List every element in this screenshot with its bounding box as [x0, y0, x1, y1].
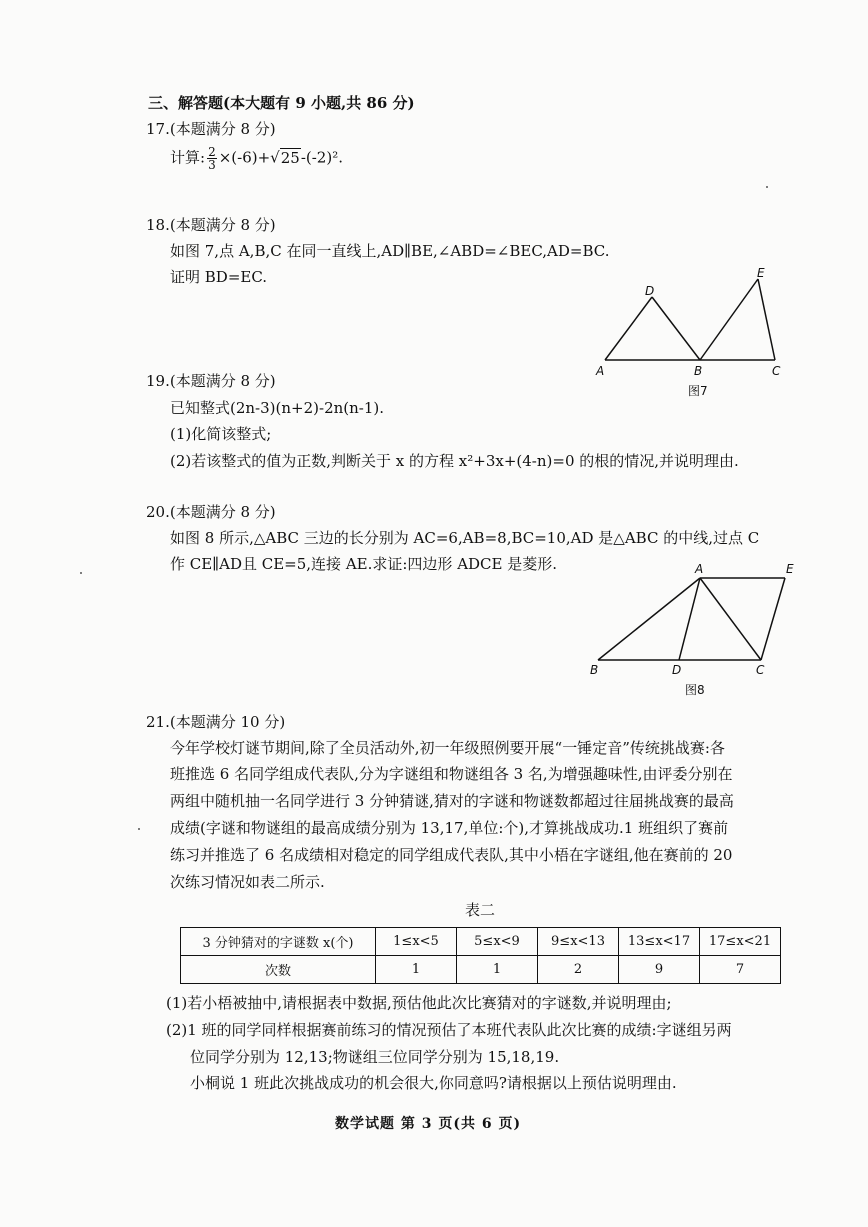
q21-paragraph-line: 两组中随机抽一名同学进行 3 分钟猜谜,猜对的字谜和物谜数都超过往届挑战赛的最高 [170, 792, 734, 810]
q19-header: 19.(本题满分 8 分) [146, 372, 276, 390]
q17-prefix: 计算: [170, 148, 206, 167]
q18-header: 18.(本题满分 8 分) [146, 216, 276, 234]
table-cell: 9 [619, 956, 700, 984]
q21-part2-line3: 小桐说 1 班此次挑战成功的机会很大,你同意吗?请根据以上预估说明理由. [190, 1074, 677, 1092]
q19-line1: 已知整式(2n-3)(n+2)-2n(n-1). [170, 399, 385, 417]
fig8-label-E: E [786, 562, 794, 576]
table-cell: 2 [538, 956, 619, 984]
q17-frac-denominator: 3 [208, 158, 216, 172]
scan-speck [138, 828, 140, 830]
fig8-segment-AB [598, 578, 700, 660]
fig8-segment-EC [761, 578, 785, 660]
q21-paragraph-line: 班推选 6 名同学组成代表队,分为字谜组和物谜组各 3 名,为增强趣味性,由评委分别在 [170, 765, 733, 783]
q17-expression [170, 146, 343, 171]
q21-paragraph-line: 练习并推选了 6 名成绩相对稳定的同学组成代表队,其中小梧在字谜组,他在赛前的 20 [170, 846, 733, 864]
table-cell: 次数 [181, 956, 376, 984]
q21-part1: (1)若小梧被抽中,请根据表中数据,预估他此次比赛猜对的字谜数,并说明理由; [166, 994, 672, 1012]
q21-header: 21.(本题满分 10 分) [146, 713, 286, 731]
page-footer: 数学试题 第 3 页(共 6 页) [335, 1116, 522, 1132]
scan-speck [766, 186, 768, 188]
q21-part2-line1: (2)1 班的同学同样根据赛前练习的情况预估了本班代表队此次比赛的成绩:字谜组另两 [166, 1021, 732, 1039]
section-heading: 三、解答题(本大题有 9 小题,共 86 分) [148, 94, 415, 112]
table-title: 表二 [465, 901, 496, 919]
fig7-segment-BE [700, 279, 758, 360]
table-cell: 9≤x<13 [538, 928, 619, 956]
table-cell: 7 [700, 956, 781, 984]
q21-paragraph-line: 次练习情况如表二所示. [170, 873, 325, 891]
fig7-segment-DB [652, 297, 700, 360]
q17-header: 17.(本题满分 8 分) [146, 120, 276, 138]
table-cell: 13≤x<17 [619, 928, 700, 956]
fig7-label-A: A [596, 364, 605, 378]
table-data-row [181, 956, 781, 984]
fig7-label-E: E [757, 266, 765, 280]
fig8-segment-AC [700, 578, 761, 660]
fig8-label-B: B [590, 663, 599, 677]
table-cell: 5≤x<9 [457, 928, 538, 956]
fig7-label-D: D [645, 284, 655, 298]
figure-8 [585, 558, 800, 700]
fig7-label-C: C [772, 364, 781, 378]
q20-header: 20.(本题满分 8 分) [146, 503, 276, 521]
q17-frac-numerator: 2 [208, 145, 216, 159]
q17-after-fraction: ×(-6)+√ [218, 148, 280, 167]
q20-line1: 如图 8 所示,△ABC 三边的长分别为 AC=6,AB=8,BC=10,AD 是△ABC 的中线,过点 C [170, 529, 760, 547]
table-cell: 1 [457, 956, 538, 984]
fig7-caption: 图7 [688, 384, 708, 398]
q21-part2-line2: 位同学分别为 12,13;物谜组三位同学分别为 15,18,19. [190, 1048, 560, 1066]
figure-7 [590, 262, 800, 402]
fig8-segment-AD [679, 578, 700, 660]
q19-part2: (2)若该整式的值为正数,判断关于 x 的方程 x²+3x+(4-n)=0 的根的情况,并说明理由. [170, 452, 739, 470]
q17-fraction [207, 146, 217, 171]
fig7-segment-AD [605, 297, 652, 360]
fig8-label-D: D [672, 663, 682, 677]
q21-paragraph-line: 今年学校灯谜节期间,除了全员活动外,初一年级照例要开展“一锤定音”传统挑战赛:各 [170, 739, 725, 757]
table-cell: 3 分钟猜对的字谜数 x(个) [181, 928, 376, 956]
fig8-label-C: C [756, 663, 765, 677]
fig8-label-A: A [695, 562, 704, 576]
table-cell: 1 [376, 956, 457, 984]
q19-part1: (1)化简该整式; [170, 425, 272, 443]
q17-radicand: 25 [280, 148, 300, 167]
fig8-caption: 图8 [685, 683, 705, 697]
table-cell: 1≤x<5 [376, 928, 457, 956]
table-cell: 17≤x<21 [700, 928, 781, 956]
q20-line2: 作 CE∥AD且 CE=5,连接 AE.求证:四边形 ADCE 是菱形. [170, 555, 558, 573]
q21-paragraph-line: 成绩(字谜和物谜组的最高成绩分别为 13,17,单位:个),才算挑战成功.1 班组织了赛前 [170, 819, 729, 837]
q18-line2: 证明 BD=EC. [170, 268, 268, 286]
table-header-row [181, 928, 781, 956]
q17-tail: -(-2)². [300, 148, 343, 167]
practice-table [180, 927, 781, 984]
fig7-segment-EC [758, 279, 775, 360]
scan-speck [80, 572, 82, 574]
q18-line1: 如图 7,点 A,B,C 在同一直线上,AD∥BE,∠ABD=∠BEC,AD=BC. [170, 242, 610, 260]
fig7-label-B: B [694, 364, 703, 378]
